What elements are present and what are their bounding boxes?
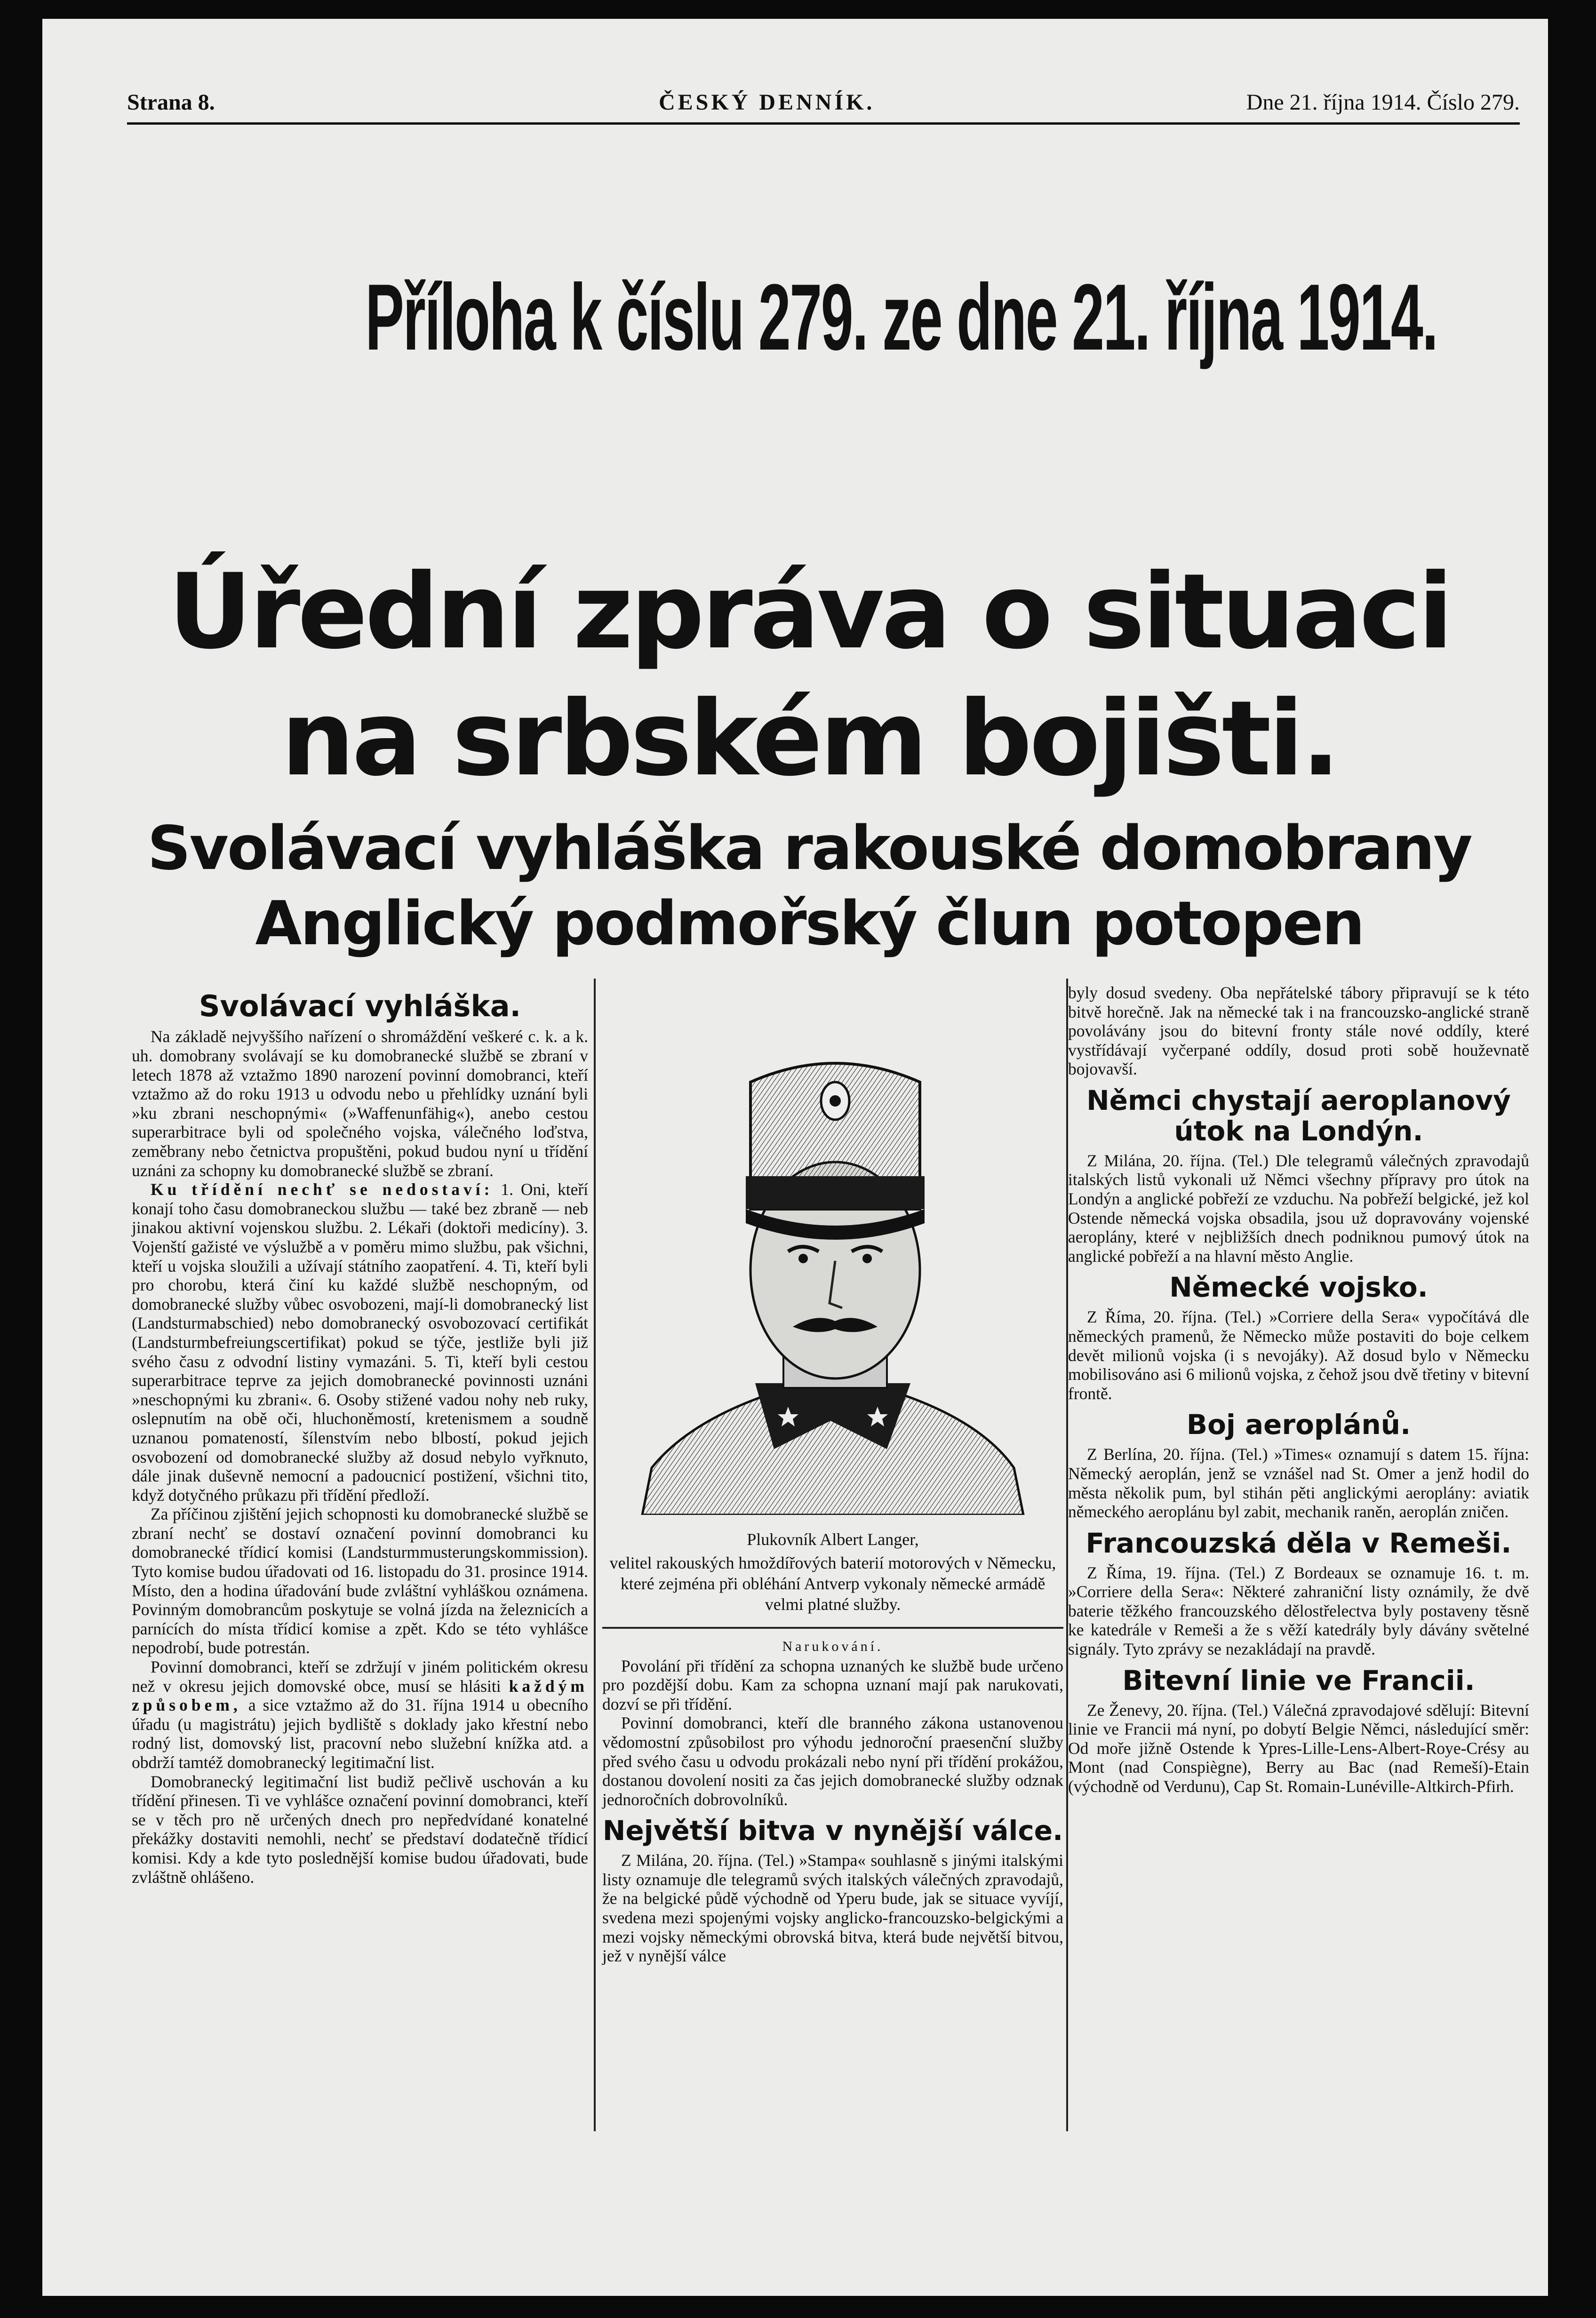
headline-line-3: Svolávací vyhláška rakouské domobrany (147, 813, 1471, 884)
headline-line-4: Anglický podmořský člun potopen (255, 889, 1364, 959)
paragraph-text: 1. Oni, kteří konají toho času domobraneckou službu — také bez zbraně — neb jinakou aktivní vojenskou službu. 2. Lékaři (doktoři medicíny). 3. Vojenští gažisté ve výslužbě a v poměru mimo službu, pak všichni, kteří u vojska sloužili a užívají státního zaopatření. 4. Ti, kteří byli pro chorobu, která činí ku každé službě neschopným, od domobranecké služby vůbec osvobozeni, mají-li domobranecký list (Landsturmabschied) nebo domobranecký osvobozovací certifikát (Landsturmbefreiungscertifikat) pokud se týče, jestliže byli již svého času z odvodní listiny vymazáni. 5. Ti, kteří byli cestou superarbitrace teprve za jejich domobranecké povinnosti uznáni »neschopnými ku zbrani«. 6. Osoby stižené vadou nohy neb ruky, oslepnutím na obě oči, hluchoněmostí, kretenismem a soudně uznanou pomateností, šílenstvím nebo blbostí, pokud jejich osvobození od domobranecké služby až dosud nebylo vyřknuto, dále jinak duševně nemocní a padoucnicí postižení, všichni tito, když dotyčného průkazu při třídění předloží. (132, 1180, 589, 1505)
paragraph: Na základě nejvyššího nařízení o shromáždění veškeré c. k. a k. uh. domobrany svolávají se ku domobranecké službě se zbraní v letech 1878 až vztažmo 1890 narození povinní domobranci, kteří vztažmo až do roku 1913 u odvodu nebo u přehlídky uznání byli »ku zbrani neschopnými« (»Waffenunfähig«), anebo cestou superarbitrace byli od společného vojska, válečného loďstva, zeměbrany nebo četnictva propuštěni, pokud budou nyní u třídění uznáni za schopny ku domobranecké službě se zbraní. (132, 1027, 588, 1180)
paragraph-text: a sice vztažmo až do 31. října 1914 u obecního úřadu (u magistrátu) jejich bydliště s doklady jako křestní nebo rodný list, domovský list, pracovní nebo služební knížka atd. a obdrží tamtéž domobranecký legitimační list. (132, 1696, 589, 1772)
spaced-lead: Ku třídění nechť se nedostaví: (151, 1180, 494, 1199)
portrait-name: Plukovník Albert Langer, (747, 1530, 919, 1549)
article-title-bitevni-linie: Bitevní linie ve Francii. (1122, 1664, 1475, 1697)
page-number: Strana 8. (127, 90, 215, 115)
article-title-aeroplanovy-utok: Němci chystají aeroplanový útok na Londýn. (1086, 1084, 1511, 1147)
paragraph: Z Říma, 19. října. (Tel.) Z Bordeaux se oznamuje 16. t. m. »Corriere della Sera«: Některé zahraniční listy oznámily, že dvě baterie těžkého francouzského dělostřelectva byly postaveny těsně ke katedrále v Remeši a že s věží katedrály byly dávány světelné signály. Tyto zprávy se nezakládají na pravdě. (1068, 1563, 1529, 1659)
portrait-illustration (633, 1007, 1033, 1515)
section-rule (602, 1627, 1063, 1629)
article-title-boj-aeroplanu: Boj aeroplánů. (1186, 1409, 1411, 1441)
newspaper-page (42, 19, 1548, 2296)
headline-line-2: na srbském bojišti. (281, 678, 1338, 799)
supplement-title: Příloha k číslu 279. ze dne 21. října 1914. (365, 265, 1437, 370)
portrait-description: velitel rakouských hmoždířových baterií motorových v Německu, které zejména při obléhání Antverp vykonaly německé armádě velmi platné služby. (609, 1553, 1056, 1614)
column-1 (132, 983, 588, 1887)
paragraph: Povinní domobranci, kteří dle branného zákona ustanovenou vědomostní způsobilost pro výhodu jednoroční praesenční služby před svého času u odvodu prokázali nebo nyní při třídění prokážou, dostanou dovolení nositi za čas jejich domobranecké služby odznak jednoročních dobrovolníků. (602, 1713, 1063, 1809)
paragraph: Z Berlína, 20. října. (Tel.) »Times« oznamují s datem 15. října: Německý aeroplán, jenž se vznášel nad St. Omer a jenž hodil do města několik pum, byl stihán pěti anglickými aeroplány: aviatik německého aeroplánu byl zabit, mechanik raněn, aeroplán zničen. (1068, 1445, 1529, 1521)
article-title-svolavaci: Svolávací vyhláška. (199, 989, 521, 1023)
paragraph: byly dosud svedeny. Oba nepřátelské tábory připravují se k této bitvě horečně. Jak na německé tak i na francouzsko-anglické straně povolávány jsou do bitevní fronty stále nové oddíly, které vystřídávají vyčerpané oddíly, dosud proti sobě houževnatě bojovavší. (1068, 983, 1529, 1079)
article-title-nemecke-vojsko: Německé vojsko. (1169, 1271, 1428, 1304)
header-rule (127, 122, 1520, 125)
article-title-nejvetsi-bitva: Největší bitva v nynější válce. (602, 1815, 1063, 1847)
paragraph: Z Milána, 20. října. (Tel.) »Stampa« souhlasně s jinými italskými listy oznamuje dle telegramů svých italských válečných zpravodajů, že na belgické půdě východně od Yperu bude, jak se situace vyvíjí, svedena mezi spojenými vojsky anglicko-francouzsko-belgickými a mezi vojsky německými obrovská bitva, která bude největší bitvou, jež v nynější válce (602, 1851, 1063, 1966)
paragraph: Z Milána, 20. října. (Tel.) Dle telegramů válečných zpravodajů italských listů vykonali už Němci všechny přípravy pro útok na Londýn a anglické pobřeží ze vzduchu. Na pobřeží belgické, jež kol Ostende německá vojska obsadila, jsou už dopravovány vojenské aeroplány, které v nejbližších dnech podniknou pumový útok na anglické pobřeží a na hlavní město Anglie. (1068, 1151, 1529, 1266)
portrait-caption (602, 1529, 1063, 1615)
section-heading-narukovani: Narukování. (782, 1639, 884, 1654)
issue-date: Dne 21. října 1914. Číslo 279. (1246, 90, 1520, 115)
spaced-emphasis: každým způsobem, (132, 1676, 588, 1715)
column-divider-1 (594, 979, 596, 2131)
paragraph: Ze Ženevy, 20. října. (Tel.) Válečná zpravodajové sdělují: Bitevní linie ve Francii má nyní, po dobytí Belgie Němci, následující směr: Od moře jižně Ostende k Ypres-Lille-Lens-Albert-Roye-Crésy au Mont (nad Conspiègne), Berry au Bac (nad Remeší)-Etain (východně od Verdunu), Cap St. Romain-Lunéville-Altkirch-Pfirh. (1068, 1700, 1529, 1796)
newspaper-name: ČESKÝ DENNÍK. (659, 90, 875, 115)
paragraph: Domobranecký legitimační list budiž pečlivě uschován a ku třídění přinesen. Ti ve vyhlášce označení povinní domobranci, kteří se v těch pro ně určených dnech pro nepředvídané konatelné překážky dostaviti nemohli, nechť se představí dodatečně třídicí komisi. Kdy a kde tyto poslednější komise budou úřadovati, bude zvláštně ohlášeno. (132, 1772, 588, 1887)
page-header (127, 75, 1520, 118)
column-2 (602, 988, 1063, 1966)
article-title-francouzska-dela: Francouzská děla v Remeši. (1085, 1527, 1512, 1559)
headline-line-1: Úřední zpráva o situaci (168, 551, 1451, 672)
paragraph: Z Říma, 20. října. (Tel.) »Corriere della Sera« vypočítává dle německých pramenů, že Německo může postaviti do boje celkem devět milionů vojska (i s nevojáky). Až dosud bylo v Německu mobilisováno asi 6 milionů vojska, z čehož jsou dvě třetiny v bitevní frontě. (1068, 1307, 1529, 1403)
paragraph: Povolání při třídění za schopna uznaných ke službě bude určeno pro pozdější dobu. Kam za schopna uznaní mají pak narukovati, dozví se při třídění. (602, 1656, 1063, 1713)
paragraph (132, 1180, 588, 1505)
column-3 (1068, 983, 1529, 1796)
paragraph-text: Povinní domobranci, kteří se zdržují v jiném politickém okresu než v okresu jejich domovské obce, musí se hlásiti (132, 1657, 588, 1696)
paragraph (132, 1657, 588, 1772)
paragraph: Za příčinou zjištění jejich schopnosti ku domobranecké službě se zbraní nechť se dostaví označení povinní domobranci ku domobranecké třídicí komisi (Landsturmmusterungskommission). Tyto komise budou úřadovati od 16. listopadu do 31. prosince 1914. Místo, den a hodina úřadování bude zvláštní vyhláškou oznámena. Povinným domobrancům poskytuje se volná jízda na železnicích a parnících do místa třídicí komise a zpět. Kdo se této vyhlášce nepodrobí, bude potrestán. (132, 1505, 588, 1657)
